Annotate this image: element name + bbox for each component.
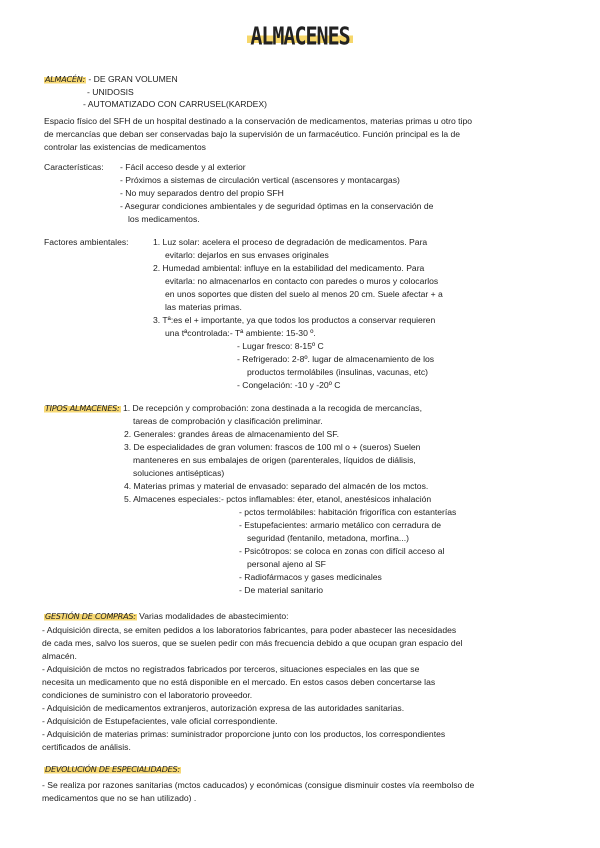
tipos-heading: TIPOS ALMACENES: [45, 404, 120, 413]
devolucion-section [44, 763, 181, 776]
gestion-section [44, 610, 289, 623]
factores-list: 1. Luz solar: acelera el proceso de degradación de medicamentos. Para evitarlo: dejarlos en sus envases originales 2. Humedad ambiental: influye en la estabilidad del medicamento. Para evitarla: no almacenarlos en contacto con paredes o muros y colocarlos en unos soportes que disten del suelo al menos 20 cm. Suele afectar + a las materias primas. 3. Tª:es el + importante, ya que todos los productos a conservar requieren una tªcontrolada:- Tª ambiente: 15-30 º. - Lugar fresco: 8-15º C - Refrigerado: 2-8º. lugar de almacenamiento de los productos termolábiles (insulinas, vacunas, etc) - Congelación: -10 y -20º C [153, 237, 443, 390]
gestion-heading: GESTIÓN DE COMPRAS: [45, 612, 136, 621]
almacen-heading: ALMACÉN: [45, 75, 86, 84]
intro-paragraph: Espacio físico del SFH de un hospital destinado a la conservación de medicamentos, materias primas u otro tipo de mercancías que deban ser conservadas bajo la supervisión de un farmacéutico. Función principal es la de controlar las existencias de medicamentos [44, 116, 473, 152]
almacen-section [44, 73, 178, 86]
gestion-list: - Adquisición directa, se emiten pedidos a los laboratorios fabricantes, para poder abastecer las necesidades de cada mes, salvo los sueros, que se suelen pedir con más frecuencia debido a que ocupan gran espacio del almacén. - Adquisición de mctos no registrados fabricados por terceros, situaciones especiales en las que se necesita un medicamento que no está disponible en el mercado. En estos casos deben concertarse las condiciones de suministro con el laboratorio proveedor. - Adquisición de medicamentos extranjeros, autorización expresa de las autoridades sanitarias. - Adquisición de Estupefacientes, vale oficial correspondiente. - Adquisición de materias primas: suministrador proporcione junto con los productos, los correspondientes certificados de análisis. [42, 625, 463, 752]
devolucion-heading: DEVOLUCIÓN DE ESPECIALIDADES: [45, 765, 180, 774]
almacen-item: - UNIDOSIS [87, 87, 134, 97]
gestion-intro: Varias modalidades de abastecimiento: [136, 611, 289, 621]
caracteristicas-label: Características: [44, 162, 104, 172]
tipos-list: tareas de comprobación y clasificación preliminar. [133, 416, 323, 426]
devolucion-list: - Se realiza por razones sanitarias (mctos caducados) y económicas (consigue disminuir costes vía reembolso de medicamentos que no se han utilizado) . [42, 780, 475, 803]
tipos-list: 2. Generales: grandes áreas de almacenamiento del SF. 3. De especialidades de gran volumen: frascos de 100 ml o + (sueros) Suelen manteneres en sus embalajes de origen (parenterales, líquidos de diálisis, soluciones antisépticas) 4. Materias primas y material de envasado: separado del almacén de los mctos. 5. Almacenes especiales:- pctos inflamables: éter, etanol, anestésicos inhalación - pctos termolábiles: habitación frigorífica con estanterías - Estupefacientes: armario metálico con cerradura de seguridad (fentanilo, metadona, morfina...) - Psicótropos: se coloca en zonas con difícil acceso al personal ajeno al SF - Radiofármacos y gases medicinales - De material sanitario [124, 429, 457, 595]
factores-label: Factores ambientales: [44, 237, 129, 247]
almacen-item: - AUTOMATIZADO CON CARRUSEL(KARDEX) [83, 99, 267, 109]
page-title: ALMACENES [0, 30, 600, 47]
tipos-section [44, 402, 422, 415]
almacen-item: - DE GRAN VOLUMEN [88, 74, 178, 84]
caracteristicas-list: - Fácil acceso desde y al exterior - Próximos a sistemas de circulación vertical (ascensores y montacargas) - No muy separados dentro del propio SFH - Asegurar condiciones ambientales y de seguridad óptimas en la conservación de los medicamentos. [120, 162, 434, 224]
tipos-item: 1. De recepción y comprobación: zona destinada a la recogida de mercancías, [122, 403, 422, 413]
